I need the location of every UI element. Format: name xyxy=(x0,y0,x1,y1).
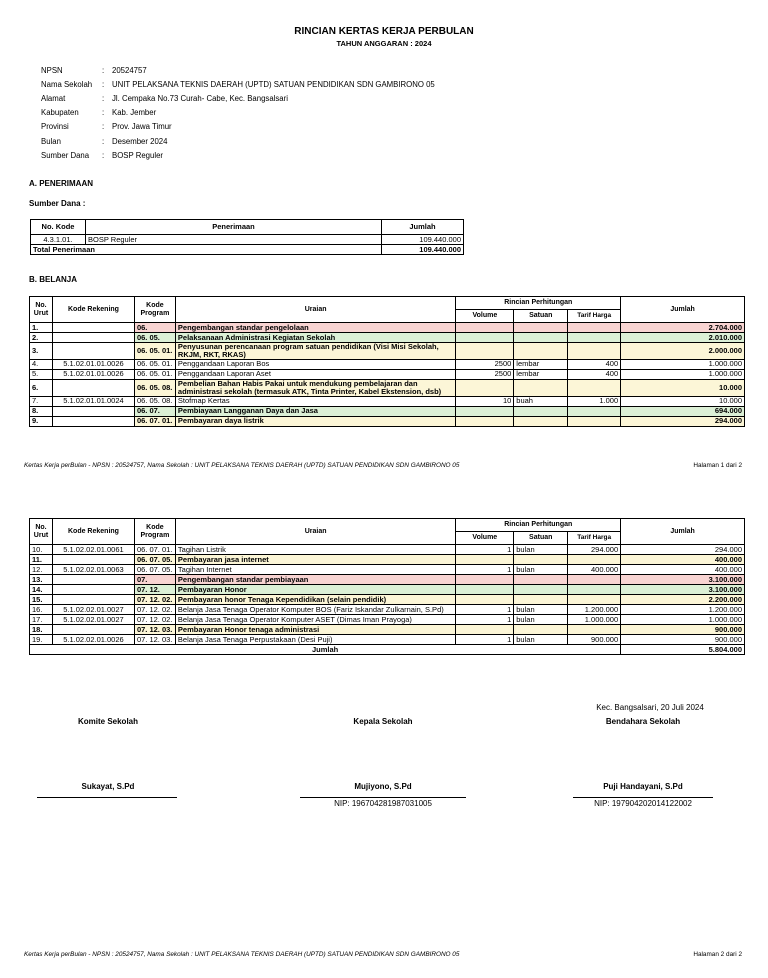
row-satuan: bulan xyxy=(514,565,568,575)
row-volume xyxy=(456,595,514,605)
table-row xyxy=(30,343,745,360)
kepala-signature-line xyxy=(300,797,466,798)
row-no: 19. xyxy=(30,635,53,645)
row-volume: 2500 xyxy=(456,359,514,369)
row-kode-program: 07. 12. 02. xyxy=(134,605,175,615)
row-kode-program: 06. 05. 01. xyxy=(134,343,175,360)
bendahara-name: Puji Handayani, S.Pd xyxy=(603,782,683,791)
row-no: 7. xyxy=(30,396,53,406)
row-satuan xyxy=(514,343,568,360)
row-uraian: Pembayaran jasa internet xyxy=(175,555,455,565)
table-row xyxy=(30,545,745,555)
row-tarif-harga xyxy=(568,333,621,343)
header-satuan: Satuan xyxy=(514,532,568,545)
row-uraian: Penyusunan perencanaan program satuan pendidikan (Visi Misi Sekolah, RKJM, RKT, RKAS) xyxy=(175,343,455,360)
row-uraian: Penggandaan Laporan Aset xyxy=(175,369,455,379)
row-volume: 10 xyxy=(456,396,514,406)
row-kode-rekening xyxy=(52,323,134,333)
info-row-provinsi: Provinsi : Prov. Jawa Timur xyxy=(41,122,172,132)
row-kode-rekening: 5.1.02.02.01.0063 xyxy=(52,565,134,575)
row-tarif-harga: 400 xyxy=(568,359,621,369)
penerimaan-total-row xyxy=(31,245,464,255)
header-rincian-perhitungan: Rincian Perhitungan xyxy=(456,297,621,310)
row-uraian: Pengembangan standar pengelolaan xyxy=(175,323,455,333)
row-volume xyxy=(456,379,514,396)
bendahara-nip: NIP: 197904202014122002 xyxy=(594,799,692,808)
row-no: 11. xyxy=(30,555,53,565)
row-kode-program: 06. 05. xyxy=(134,333,175,343)
row-kode-rekening xyxy=(52,575,134,585)
row-uraian: Pembayaran honor Tenaga Kependidikan (selain pendidik) xyxy=(175,595,455,605)
row-no: 1. xyxy=(30,323,53,333)
belanja-body-page-2 xyxy=(30,545,745,645)
row-kode-rekening: 5.1.02.02.01.0027 xyxy=(52,605,134,615)
table-row xyxy=(30,595,745,605)
row-uraian: Pembayaran Honor xyxy=(175,585,455,595)
header-volume: Volume xyxy=(456,310,514,323)
header-kode-program: Kode Program xyxy=(134,297,175,323)
table-row xyxy=(30,323,745,333)
row-kode-program: 06. 05. 08. xyxy=(134,379,175,396)
row-kode-rekening xyxy=(52,379,134,396)
bendahara-role: Bendahara Sekolah xyxy=(605,717,681,726)
row-kode-program: 07. 12. 02. xyxy=(134,595,175,605)
row-kode-program: 07. 12. xyxy=(134,585,175,595)
row-tarif-harga: 294.000 xyxy=(568,545,621,555)
info-row-npsn: NPSN : 20524757 xyxy=(41,65,147,75)
row-kode-rekening xyxy=(52,406,134,416)
total-belanja-label: Jumlah xyxy=(30,645,621,655)
row-satuan xyxy=(514,555,568,565)
row-kode-program: 06. 07. xyxy=(134,406,175,416)
kepala-name: Mujiyono, S.Pd xyxy=(354,782,412,791)
row-satuan xyxy=(514,333,568,343)
row-jumlah: 694.000 xyxy=(621,406,745,416)
row-kode-program: 07. 12. 03. xyxy=(134,635,175,645)
row-tarif-harga: 1.000 xyxy=(568,396,621,406)
kepala-nip: NIP: 196704281987031005 xyxy=(334,799,432,808)
row-jumlah: 400.000 xyxy=(621,555,745,565)
row-uraian: Belanja Jasa Tenaga Operator Komputer ASET (Dimas Iman Prayoga) xyxy=(175,615,455,625)
row-satuan xyxy=(514,323,568,333)
row-satuan xyxy=(514,575,568,585)
table-row xyxy=(30,333,745,343)
row-jumlah: 900.000 xyxy=(621,625,745,635)
row-kode-program: 07. xyxy=(134,575,175,585)
row-kode-program: 06. 07. 01. xyxy=(134,416,175,426)
row-kode-program: 07. 12. 03. xyxy=(134,625,175,635)
row-tarif-harga xyxy=(568,575,621,585)
row-volume: 1 xyxy=(456,635,514,645)
row-uraian: Pembayaran Honor tenaga administrasi xyxy=(175,625,455,635)
row-uraian: Belanja Jasa Tenaga Operator Komputer BOS (Fariz Iskandar Zulkarnain, S.Pd) xyxy=(175,605,455,615)
header-no-urut: No. Urut xyxy=(30,519,53,545)
row-uraian: Penggandaan Laporan Bos xyxy=(175,359,455,369)
row-tarif-harga xyxy=(568,343,621,360)
header-kode-program: Kode Program xyxy=(134,519,175,545)
row-tarif-harga xyxy=(568,416,621,426)
komite-signature-line xyxy=(37,797,177,798)
table-row xyxy=(30,575,745,585)
row-satuan xyxy=(514,585,568,595)
belanja-table-page-1 xyxy=(29,296,745,427)
table-row xyxy=(30,625,745,635)
school-info xyxy=(41,63,435,162)
row-kode-program: 06. 05. 01. xyxy=(134,369,175,379)
row-jumlah: 400.000 xyxy=(621,565,745,575)
header-jumlah: Jumlah xyxy=(621,519,745,545)
row-no: 13. xyxy=(30,575,53,585)
row-jumlah: 294.000 xyxy=(621,545,745,555)
info-row-sumber-dana: Sumber Dana : BOSP Reguler xyxy=(41,150,163,160)
row-volume xyxy=(456,333,514,343)
row-tarif-harga xyxy=(568,406,621,416)
table-row xyxy=(30,406,745,416)
row-volume xyxy=(456,585,514,595)
header-no-kode: No. Kode xyxy=(31,220,86,235)
header-jumlah: Jumlah xyxy=(382,220,464,235)
belanja-header-row xyxy=(30,519,745,532)
row-jumlah: 2.010.000 xyxy=(621,333,745,343)
row-jumlah: 1.200.000 xyxy=(621,605,745,615)
row-jumlah: 1.000.000 xyxy=(621,369,745,379)
row-kode-rekening xyxy=(52,333,134,343)
table-row xyxy=(30,396,745,406)
row-satuan xyxy=(514,406,568,416)
row-jumlah: 1.000.000 xyxy=(621,359,745,369)
table-row xyxy=(30,565,745,575)
footer-text: Kertas Kerja perBulan - NPSN : 20524757, Nama Sekolah : UNIT PELAKSANA TEKNIS DAERAH (UPTD) SATUAN PENDIDIKAN SDN GAMBIRONO 05 xyxy=(24,951,460,958)
row-no: 3. xyxy=(30,343,53,360)
row-jumlah: 1.000.000 xyxy=(621,615,745,625)
document-subtitle: TAHUN ANGGARAN : 2024 xyxy=(336,39,432,48)
belanja-body-page-1 xyxy=(30,323,745,427)
header-volume: Volume xyxy=(456,532,514,545)
row-volume: 1 xyxy=(456,545,514,555)
row-kode-program: 06. 07. 05. xyxy=(134,565,175,575)
row-jumlah: 3.100.000 xyxy=(621,585,745,595)
row-tarif-harga xyxy=(568,379,621,396)
row-kode-rekening xyxy=(52,343,134,360)
row-kode-program: 06. 07. 01. xyxy=(134,545,175,555)
row-tarif-harga: 400.000 xyxy=(568,565,621,575)
belanja-header-row xyxy=(30,297,745,310)
row-volume: 1 xyxy=(456,605,514,615)
info-row-alamat: Alamat : Jl. Cempaka No.73 Curah- Cabe, Kec. Bangsalsari xyxy=(41,93,288,103)
row-kode-program: 07. 12. 02. xyxy=(134,615,175,625)
row-volume xyxy=(456,625,514,635)
table-row xyxy=(30,359,745,369)
section-b-title: B. BELANJA xyxy=(29,275,78,284)
row-uraian: Pembayaran daya listrik xyxy=(175,416,455,426)
info-row-nama-sekolah: Nama Sekolah : UNIT PELAKSANA TEKNIS DAERAH (UPTD) SATUAN PENDIDIKAN SDN GAMBIRONO 05 xyxy=(41,79,435,89)
row-tarif-harga: 900.000 xyxy=(568,635,621,645)
row-no: 4. xyxy=(30,359,53,369)
row-volume xyxy=(456,343,514,360)
row-kode-program: 06. 05. 01. xyxy=(134,359,175,369)
row-tarif-harga xyxy=(568,595,621,605)
row-satuan xyxy=(514,379,568,396)
section-a-title: A. PENERIMAAN xyxy=(29,179,94,188)
row-uraian: Pembiayaan Langganan Daya dan Jasa xyxy=(175,406,455,416)
header-jumlah: Jumlah xyxy=(621,297,745,323)
row-uraian: Belanja Jasa Tenaga Perpustakaan (Desi Puji) xyxy=(175,635,455,645)
row-volume: 1 xyxy=(456,615,514,625)
row-satuan xyxy=(514,595,568,605)
header-rincian-perhitungan: Rincian Perhitungan xyxy=(456,519,621,532)
row-jumlah: 294.000 xyxy=(621,416,745,426)
page-footer-2 xyxy=(24,951,742,958)
row-tarif-harga: 1.200.000 xyxy=(568,605,621,615)
total-penerimaan-value: 109.440.000 xyxy=(382,245,464,255)
row-kode-rekening xyxy=(52,625,134,635)
row-satuan: bulan xyxy=(514,545,568,555)
footer-text: Kertas Kerja perBulan - NPSN : 20524757, Nama Sekolah : UNIT PELAKSANA TEKNIS DAERAH (UPTD) SATUAN PENDIDIKAN SDN GAMBIRONO 05 xyxy=(24,462,460,469)
row-satuan: lembar xyxy=(514,359,568,369)
table-row xyxy=(30,555,745,565)
row-satuan: buah xyxy=(514,396,568,406)
row-satuan xyxy=(514,625,568,635)
row-uraian: Pembelian Bahan Habis Pakai untuk mendukung pembelajaran dan administrasi sekolah (termasuk ATK, Tinta Printer, Kabel Ekstension, dsb) xyxy=(175,379,455,396)
row-satuan: lembar xyxy=(514,369,568,379)
penerimaan-table xyxy=(30,219,464,255)
row-satuan xyxy=(514,416,568,426)
row-kode-rekening xyxy=(52,595,134,605)
row-no: 6. xyxy=(30,379,53,396)
belanja-table-page-2 xyxy=(29,518,745,655)
row-tarif-harga: 400 xyxy=(568,369,621,379)
table-row xyxy=(30,416,745,426)
row-satuan: bulan xyxy=(514,635,568,645)
header-uraian: Uraian xyxy=(175,519,455,545)
row-kode-rekening: 5.1.02.02.01.0027 xyxy=(52,615,134,625)
sumber-dana-label: Sumber Dana : xyxy=(29,199,86,208)
komite-role: Komite Sekolah xyxy=(77,717,138,726)
row-no: 17. xyxy=(30,615,53,625)
row-kode-rekening: 5.1.02.02.01.0026 xyxy=(52,635,134,645)
penerimaan-header-row xyxy=(31,220,464,235)
row-jumlah: 2.000.000 xyxy=(621,343,745,360)
row-no: 10. xyxy=(30,545,53,555)
row-tarif-harga: 1.000.000 xyxy=(568,615,621,625)
row-kode-program: 06. 07. 05. xyxy=(134,555,175,565)
info-row-bulan: Bulan : Desember 2024 xyxy=(41,136,168,146)
header-kode-rekening: Kode Rekening xyxy=(52,519,134,545)
row-kode-program: 06. xyxy=(134,323,175,333)
row-uraian: Tagihan Listrik xyxy=(175,545,455,555)
row-uraian: Pelaksanaan Administrasi Kegiatan Sekolah xyxy=(175,333,455,343)
page-footer-1 xyxy=(24,462,742,469)
row-no: 12. xyxy=(30,565,53,575)
row-jumlah: 2.200.000 xyxy=(621,595,745,605)
row-kode-rekening: 5.1.02.02.01.0061 xyxy=(52,545,134,555)
row-kode-program: 06. 05. 08. xyxy=(134,396,175,406)
row-kode-rekening xyxy=(52,555,134,565)
row-kode-rekening: 5.1.02.01.01.0026 xyxy=(52,369,134,379)
place-date: Kec. Bangsalsari, 20 Juli 2024 xyxy=(596,703,704,712)
row-kode-rekening xyxy=(52,585,134,595)
row-satuan: bulan xyxy=(514,605,568,615)
row-no: 16. xyxy=(30,605,53,615)
row-volume xyxy=(456,575,514,585)
table-row xyxy=(30,585,745,595)
row-no: 18. xyxy=(30,625,53,635)
table-row xyxy=(30,605,745,615)
table-row xyxy=(30,635,745,645)
page-number: Halaman 2 dari 2 xyxy=(693,951,742,958)
row-jumlah: 2.704.000 xyxy=(621,323,745,333)
document-title: RINCIAN KERTAS KERJA PERBULAN xyxy=(294,26,474,37)
row-volume xyxy=(456,416,514,426)
row-no: 8. xyxy=(30,406,53,416)
table-row xyxy=(30,615,745,625)
row-jumlah: 10.000 xyxy=(621,379,745,396)
header-tarif-harga: Tarif Harga xyxy=(568,532,621,545)
header-satuan: Satuan xyxy=(514,310,568,323)
total-belanja-value: 5.804.000 xyxy=(621,645,745,655)
row-no: 2. xyxy=(30,333,53,343)
page-number: Halaman 1 dari 2 xyxy=(693,462,742,469)
row-jumlah: 3.100.000 xyxy=(621,575,745,585)
header-no-urut: No. Urut xyxy=(30,297,53,323)
row-tarif-harga xyxy=(568,585,621,595)
row-satuan: bulan xyxy=(514,615,568,625)
row-jumlah: 10.000 xyxy=(621,396,745,406)
row-no: 14. xyxy=(30,585,53,595)
table-row xyxy=(30,369,745,379)
info-row-kabupaten: Kabupaten : Kab. Jember xyxy=(41,108,157,118)
header-kode-rekening: Kode Rekening xyxy=(52,297,134,323)
row-no: 15. xyxy=(30,595,53,605)
row-no: 9. xyxy=(30,416,53,426)
row-uraian: Pengembangan standar pembiayaan xyxy=(175,575,455,585)
row-uraian: Stofmap Kertas xyxy=(175,396,455,406)
row-volume xyxy=(456,555,514,565)
row-volume xyxy=(456,406,514,416)
row-kode-rekening: 5.1.02.01.01.0026 xyxy=(52,359,134,369)
row-volume xyxy=(456,323,514,333)
header-penerimaan: Penerimaan xyxy=(86,220,382,235)
header-tarif-harga: Tarif Harga xyxy=(568,310,621,323)
komite-name: Sukayat, S.Pd xyxy=(81,782,135,791)
bendahara-signature-line xyxy=(573,797,713,798)
row-volume: 2500 xyxy=(456,369,514,379)
row-kode-rekening xyxy=(52,416,134,426)
row-no: 5. xyxy=(30,369,53,379)
row-volume: 1 xyxy=(456,565,514,575)
table-row: 4.3.1.01. BOSP Reguler 109.440.000 xyxy=(31,235,464,245)
header-uraian: Uraian xyxy=(175,297,455,323)
kepala-role: Kepala Sekolah xyxy=(353,717,413,726)
row-tarif-harga xyxy=(568,555,621,565)
row-tarif-harga xyxy=(568,625,621,635)
table-row xyxy=(30,379,745,396)
belanja-total-row xyxy=(30,645,745,655)
total-penerimaan-label: Total Penerimaan xyxy=(31,245,382,255)
row-kode-rekening: 5.1.02.01.01.0024 xyxy=(52,396,134,406)
row-uraian: Tagihan Internet xyxy=(175,565,455,575)
row-tarif-harga xyxy=(568,323,621,333)
row-jumlah: 900.000 xyxy=(621,635,745,645)
